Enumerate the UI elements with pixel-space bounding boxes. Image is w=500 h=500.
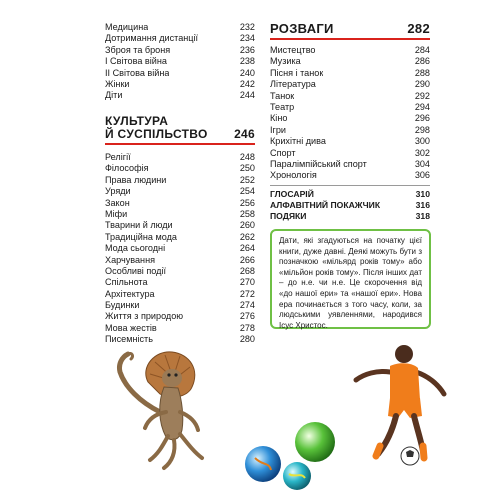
- toc-entry[interactable]: [270, 170, 430, 181]
- toc-entry[interactable]: [270, 79, 430, 90]
- entry-title: Особливі події: [105, 265, 166, 276]
- entry-page-number: 280: [239, 334, 255, 345]
- section-divider: [270, 185, 430, 186]
- entry-title: Закон: [105, 197, 130, 208]
- entry-page-number: 284: [414, 45, 430, 55]
- entry-page-number: 258: [239, 208, 255, 219]
- entry-title: Традиційна мода: [105, 231, 177, 242]
- entry-page-number: 238: [239, 56, 255, 67]
- entry-page-number: 260: [239, 220, 255, 231]
- entry-title: АЛФАВІТНИЙ ПОКАЖЧИК: [270, 200, 381, 211]
- entry-title: ПОДЯКИ: [270, 211, 307, 222]
- toc-entry[interactable]: [105, 220, 255, 231]
- entry-page-number: 292: [414, 90, 430, 101]
- toc-entry[interactable]: [105, 45, 255, 56]
- toc-entry[interactable]: [270, 68, 430, 79]
- entry-page-number: 290: [414, 79, 430, 90]
- entry-page-number: 252: [239, 174, 255, 185]
- football-player-image: [352, 340, 462, 470]
- entry-title: Писемність: [105, 334, 153, 345]
- entry-title: Харчування: [105, 254, 156, 265]
- entry-title: ІІ Світова війна: [105, 67, 170, 78]
- toc-entry[interactable]: [105, 163, 255, 174]
- back-matter-entry[interactable]: [270, 200, 430, 211]
- toc-entry[interactable]: [105, 79, 255, 90]
- toc-entry[interactable]: [105, 243, 255, 254]
- entry-page-number: 264: [239, 243, 255, 254]
- toc-entry[interactable]: [105, 266, 255, 277]
- entry-page-number: 262: [239, 231, 255, 242]
- toc-entry[interactable]: [105, 323, 255, 334]
- entry-title: Ігри: [270, 124, 286, 135]
- entry-page-number: 256: [239, 197, 255, 208]
- toc-entry[interactable]: [105, 255, 255, 266]
- entry-title: Життя з природою: [105, 311, 184, 322]
- toc-entry[interactable]: [270, 136, 430, 147]
- back-matter-entry[interactable]: [270, 189, 430, 200]
- entertainment-section: [270, 22, 430, 223]
- entry-page-number: 272: [239, 288, 255, 299]
- toc-entry[interactable]: [270, 56, 430, 67]
- entry-title: Права людини: [105, 174, 167, 185]
- toc-entry[interactable]: [270, 159, 430, 170]
- entry-page-number: 278: [239, 322, 255, 333]
- entry-title: Театр: [270, 101, 295, 112]
- entry-page-number: 242: [239, 78, 255, 89]
- toc-entry[interactable]: [105, 33, 255, 44]
- entry-title: Міфи: [105, 208, 128, 219]
- entry-title: І Світова війна: [105, 56, 167, 67]
- entry-page-number: 306: [414, 170, 430, 181]
- culture-title-line2: Й СУСПІЛЬСТВО: [105, 127, 208, 141]
- entry-title: Крихітні дива: [270, 136, 326, 147]
- toc-entry[interactable]: [270, 148, 430, 159]
- entry-page-number: 318: [415, 211, 430, 222]
- entry-page-number: 254: [239, 186, 255, 197]
- entertainment-heading[interactable]: [270, 22, 430, 40]
- toc-entry[interactable]: [105, 90, 255, 101]
- entry-title: Спорт: [270, 147, 296, 158]
- toc-entry[interactable]: [105, 198, 255, 209]
- entry-page-number: 270: [239, 277, 255, 288]
- entry-page-number: 300: [414, 136, 430, 147]
- toc-entry[interactable]: [270, 125, 430, 136]
- marbles-image: [237, 418, 347, 493]
- entry-title: Спільнота: [105, 277, 148, 288]
- entry-title: Зброя та броня: [105, 44, 171, 55]
- entry-title: Діти: [105, 90, 123, 101]
- entertainment-page: 282: [407, 21, 430, 36]
- entry-page-number: 294: [414, 101, 430, 112]
- entry-page-number: 250: [239, 163, 255, 174]
- entry-page-number: 302: [414, 147, 430, 158]
- entry-page-number: 232: [239, 22, 255, 32]
- culture-heading[interactable]: [105, 115, 255, 145]
- toc-entry[interactable]: [105, 68, 255, 79]
- entry-page-number: 234: [239, 33, 255, 44]
- toc-entry[interactable]: [105, 209, 255, 220]
- entry-title: Уряди: [105, 186, 131, 197]
- toc-entry[interactable]: [105, 277, 255, 288]
- entry-page-number: 236: [239, 44, 255, 55]
- entry-title: Мова жестів: [105, 322, 157, 333]
- culture-title-line1: КУЛЬТУРА: [105, 114, 169, 128]
- entry-page-number: 310: [415, 188, 430, 199]
- entry-title: Жінки: [105, 78, 130, 89]
- toc-entry[interactable]: [105, 186, 255, 197]
- entry-title: Література: [270, 79, 316, 90]
- entry-title: Мода сьогодні: [105, 243, 166, 254]
- left-top-list: [105, 22, 255, 102]
- entry-title: Медицина: [105, 22, 149, 32]
- culture-page: 246: [234, 127, 255, 141]
- dates-note: [270, 229, 431, 329]
- toc-entry[interactable]: [105, 56, 255, 67]
- entry-page-number: 276: [239, 311, 255, 322]
- toc-entry[interactable]: [105, 300, 255, 311]
- toc-entry[interactable]: [105, 289, 255, 300]
- toc-entry[interactable]: [105, 175, 255, 186]
- entry-title: Архітектура: [105, 288, 155, 299]
- entry-page-number: 298: [414, 124, 430, 135]
- dates-note-text: Дати, які згадуються на початку цієї книги, дуже давні. Деякі можуть бути з позначкою «мільярд років тому» або «мільйон років тому». Після інших дат – до н.е. чи н.е. Це скорочення від «до нашої ери» та «нашої ери». Нова ера починається з того часу, коли, за людськими уявленнями, народився Ісус Христос.: [279, 236, 422, 330]
- entry-title: ГЛОСАРІЙ: [270, 188, 314, 199]
- entry-title: Танок: [270, 90, 295, 101]
- entry-title: Тварини й люди: [105, 220, 173, 231]
- entry-page-number: 266: [239, 254, 255, 265]
- entry-page-number: 248: [239, 152, 255, 162]
- toc-entry[interactable]: [105, 152, 255, 163]
- toc-entry[interactable]: [270, 102, 430, 113]
- entertainment-title: РОЗВАГИ: [270, 21, 334, 36]
- entry-title: Кіно: [270, 113, 288, 124]
- back-matter-entry[interactable]: [270, 211, 430, 222]
- entry-title: Мистецтво: [270, 45, 316, 55]
- entry-title: Музика: [270, 56, 301, 67]
- entry-page-number: 268: [239, 265, 255, 276]
- toc-entry[interactable]: [270, 45, 430, 56]
- entry-title: Філософія: [105, 163, 149, 174]
- entry-page-number: 244: [239, 90, 255, 101]
- entry-page-number: 296: [414, 113, 430, 124]
- entry-title: Паралімпійський спорт: [270, 158, 367, 169]
- toc-entry[interactable]: [270, 91, 430, 102]
- entry-title: Пісня і танок: [270, 67, 324, 78]
- toc-entry[interactable]: [105, 22, 255, 33]
- entry-title: Дотримання дистанції: [105, 33, 199, 44]
- entry-title: Хронологія: [270, 170, 317, 181]
- entry-page-number: 304: [414, 158, 430, 169]
- entry-page-number: 316: [415, 200, 430, 211]
- frilled-lizard-image: [100, 342, 230, 472]
- toc-entry[interactable]: [105, 232, 255, 243]
- culture-section: [105, 115, 255, 346]
- toc-entry[interactable]: [270, 113, 430, 124]
- entry-page-number: 286: [414, 56, 430, 67]
- entry-title: Релігії: [105, 152, 131, 162]
- entry-page-number: 288: [414, 67, 430, 78]
- entry-title: Будинки: [105, 300, 140, 311]
- toc-entry[interactable]: [105, 311, 255, 322]
- entry-page-number: 240: [239, 67, 255, 78]
- entry-page-number: 274: [239, 300, 255, 311]
